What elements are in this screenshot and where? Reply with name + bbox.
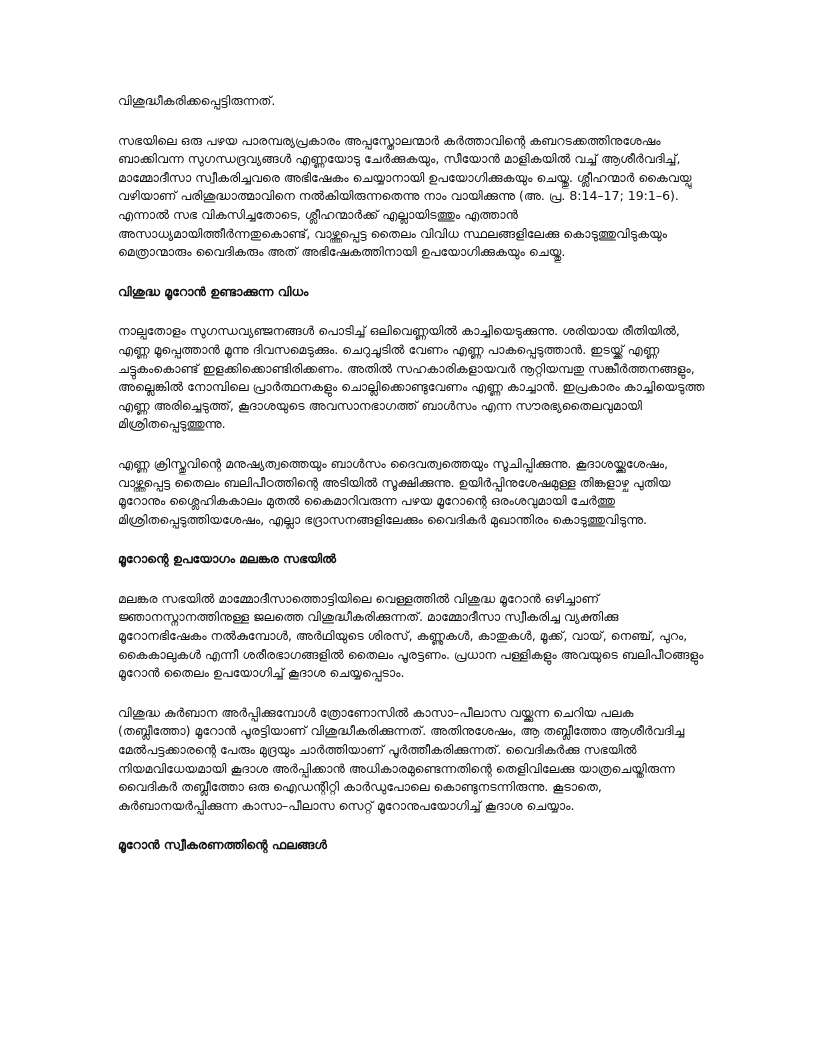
paragraph-apostolic-tradition: സഭയിലെ ഒരു പഴയ പാരമ്പര്യപ്രകാരം അപ്പസ്തോലന്മാർ കർത്താവിന്റെ കബറടക്കത്തിനുശേഷം ബാക്കിവന്ന സുഗന്ധദ്രവ്യങ്ങൾ എണ്ണയോടു ചേർക്കുകയും, സീയോൻ മാളികയിൽ വച്ച് ആശീർവദിച്ച്, മാമ്മോദീസാ സ്വീകരിച്ചവരെ അഭിഷേകം ചെയ്യാനായി ഉപയോഗിക്കുകയും ചെയ്തു. ശ്ലീഹന്മാർ കൈവയ്പു വഴിയാണ് പരിശുദ്ധാത്മാവിനെ നൽകിയിരുന്നതെന്നു നാം വായിക്കുന്നു (അ. പ്ര. 8:14–17; 19:1–6). എന്നാൽ സഭ വികസിച്ചതോടെ, ശ്ലീഹന്മാർക്ക് എല്ലായിടത്തും എത്താൻ അസാധ്യമായിത്തീർന്നതുകൊണ്ട്, വാഴ്ത്തപ്പെട്ട തൈലം വിവിധ സ്ഥലങ്ങളിലേക്കു കൊടുത്തുവിടുകയും മെത്രാന്മാരും വൈദികരും അത് അഭിഷേകത്തിനായി ഉപയോഗിക്കുകയും ചെയ്തു. (118, 132, 692, 260)
heading-effects: മൂറോൻ സ്വീകരണത്തിന്റെ ഫലങ്ങൾ (118, 837, 327, 853)
paragraph-baptism-usage: മലങ്കര സഭയിൽ മാമ്മോദീസാത്തൊട്ടിയിലെ വെള്ളത്തിൽ വിശുദ്ധ മൂറോൻ ഒഴിച്ചാണ് ജ്ഞാനസ്നാനത്തിനുള്ള ജലത്തെ വിശുദ്ധീകരിക്കുന്നത്. മാമ്മോദീസാ സ്വീകരിച്ച വ്യക്തിക്കു മൂറോനഭിഷേകം നൽകുമ്പോൾ, അർഥിയുടെ ശിരസ്, കണ്ണുകൾ, കാതുകൾ, മൂക്ക്, വായ്, നെഞ്ച്, പുറം, കൈകാലുകൾ എന്നീ ശരീരഭാഗങ്ങളിൽ തൈലം പൂരട്ടണം. പ്രധാന പള്ളികളും അവയുടെ ബലിപീഠങ്ങളും മൂറോൻ തൈലം ഉപയോഗിച്ച് കൂദാശ ചെയ്യപ്പെടാം. (118, 590, 704, 681)
paragraph-tablitho: വിശുദ്ധ കുർബാന അർപ്പിക്കുമ്പോൾ ത്രോണോസിൽ കാസാ–പീലാസ വയ്ക്കുന്ന ചെറിയ പലക (തബ്ലീത്തോ) മൂറോൻ പൂരട്ടിയാണ് വിശുദ്ധീകരിക്കുന്നത്. അതിനുശേഷം, ആ തബ്ലീത്തോ ആശീർവദിച്ച മേൽപട്ടക്കാരന്റെ പേരും മുദ്രയും ചാർത്തിയാണ് പൂർത്തീകരിക്കുന്നത്. വൈദികർക്കു സഭയിൽ നിയമവിധേയമായി കൂദാശ അർപ്പിക്കാൻ അധികാരമുണ്ടെന്നതിന്റെ തെളിവിലേക്കു യാത്രചെയ്തിരുന്ന വൈദികർ തബ്ലീത്തോ ഒരു ഐഡന്റിറ്റി കാർഡുപോലെ കൊണ്ടുനടന്നിരുന്നു. കൂടാതെ, കുർബാനയർപ്പിക്കുന്ന കാസാ–പീലാസ സെറ്റ് മൂറോനുപയോഗിച്ച് കൂദാശ ചെയ്യാം. (118, 704, 685, 813)
paragraph-preparation: നാല്പതോളം സുഗന്ധവ്യഞ്ജനങ്ങൾ പൊടിച്ച് ഒലിവെണ്ണയിൽ കാച്ചിയെടുക്കുന്നു. ശരിയായ രീതിയിൽ, എണ്ണ മൂപ്പെത്താൻ മൂന്നു ദിവസമെടുക്കും. ചെറുചൂടിൽ വേണം എണ്ണ പാകപ്പെടുത്താൻ. ഇടയ്ക്ക് എണ്ണ ചട്ടുകംകൊണ്ട് ഇളക്കിക്കൊണ്ടിരിക്കണം. അതിൽ സഹകാരികളായവർ നൂറ്റിയമ്പതു സങ്കീർത്തനങ്ങളും, അല്ലെങ്കിൽ നോമ്പിലെ പ്രാർത്ഥനകളും ചൊല്ലിക്കൊണ്ടുവേണം എണ്ണ കാച്ചാൻ. ഇപ്രകാരം കാച്ചിയെടുത്ത എണ്ണ അരിച്ചെടുത്ത്, കൂദാശയുടെ അവസാനഭാഗത്ത് ബാൾസം എന്ന സൗരഭ്യതൈലവുമായി മിശ്രിതപ്പെടുത്തുന്നു. (118, 323, 705, 432)
heading-usage: മൂറോന്റെ ഉപയോഗം മലങ്കര സഭയിൽ (118, 551, 337, 567)
paragraph-continuation: വിശുദ്ധീകരിക്കപ്പെട്ടിരുന്നത്. (118, 93, 276, 108)
paragraph-symbolism: എണ്ണ ക്രിസ്തുവിന്റെ മനുഷ്യത്വത്തെയും ബാൾസം ദൈവത്വത്തെയും സൂചിപ്പിക്കുന്നു. കൂദാശയ്ക്കുശേഷം, വാഴ്ത്തപ്പെട്ട തൈലം ബലിപീഠത്തിന്റെ അടിയിൽ സൂക്ഷിക്കുന്നു. ഉയിർപ്പിനുശേഷമുള്ള തിങ്കളാഴ്ച പുതിയ മൂറോനും ശ്ലൈഹികകാലം മുതൽ കൈമാറിവരുന്ന പഴയ മൂറോന്റെ ഒരംശവുമായി ചേർത്തു മിശ്രിതപ്പെടുത്തിയശേഷം, എല്ലാ ഭദ്രാസനങ്ങളിലേക്കും വൈദികർ മുഖാന്തിരം കൊടുത്തുവിടുന്നു. (118, 455, 671, 527)
heading-preparation: വിശുദ്ധ മൂറോൻ ഉണ്ടാക്കുന്ന വിധം (118, 283, 309, 299)
